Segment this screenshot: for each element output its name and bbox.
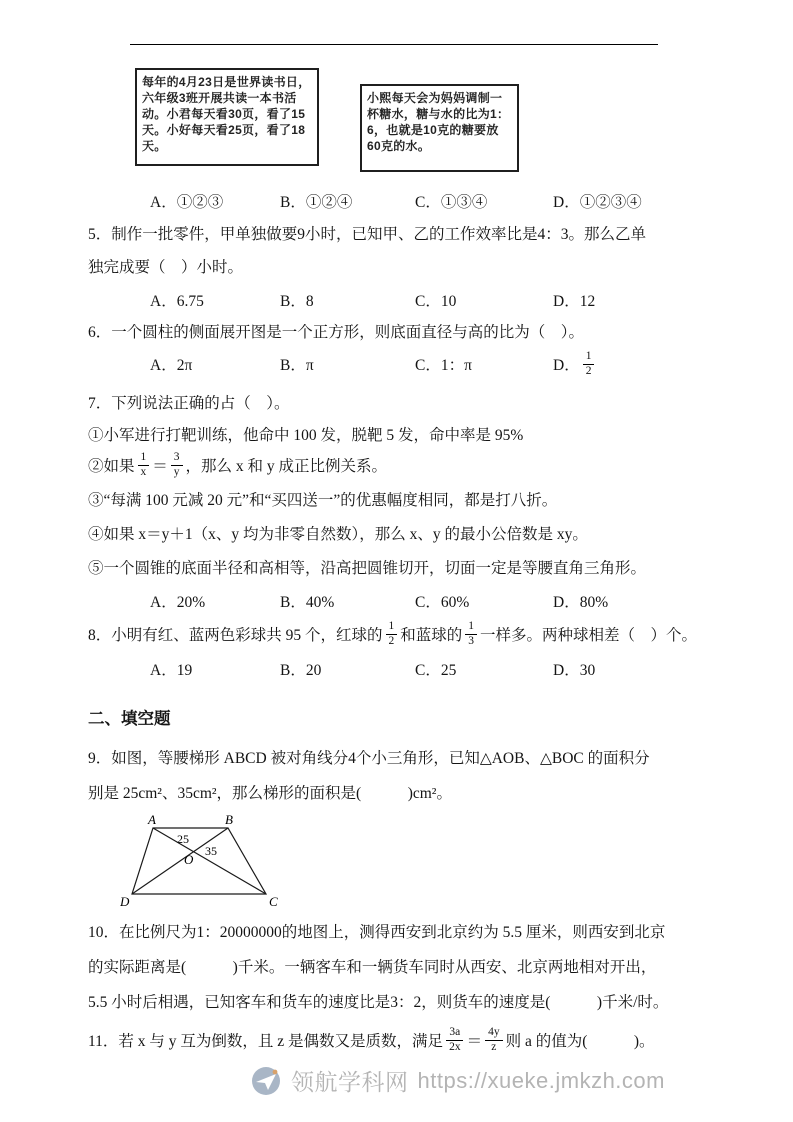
diagonal-ac: [153, 828, 266, 894]
q8-mid: 和蓝球的: [400, 627, 463, 645]
vertex-label-a: A: [148, 812, 156, 827]
fraction-denominator: x: [140, 465, 147, 478]
watermark-url: https://xueke.jmkzh.com: [417, 1067, 665, 1093]
q8-option-a: A．19: [150, 662, 193, 679]
q8-option-c: C．25: [415, 662, 457, 679]
vertex-label-c: C: [269, 894, 278, 909]
q6-option-d-prefix: D．: [553, 357, 580, 375]
note-box-reading: [135, 68, 319, 166]
q7-item-2-fraction-2: [171, 451, 183, 480]
question-9-line2: 别是 25cm²、35cm²，那么梯形的面积是( )cm²。: [88, 785, 452, 802]
question-9-line1: 9．如图，等腰梯形 ABCD 被对角线分4个小三角形，已知△AOB、△BOC 的面积分: [88, 750, 650, 767]
q7-item-2-pre: ②如果: [88, 458, 135, 476]
note-box-sugar-text: 小熙每天会为妈妈调制一杯糖水，糖与水的比为1：6，也就是10克的糖要放60克的水。: [367, 91, 510, 153]
q8-post: 一样多。两种球相差（ ）个。: [480, 627, 698, 645]
q5-option-c: C．10: [415, 293, 457, 310]
q5-option-a: A．6.75: [150, 293, 204, 310]
area-label-25: 25: [177, 832, 189, 846]
q7-option-a: A．20%: [150, 594, 206, 611]
vertex-label-b: B: [225, 812, 233, 827]
q11-equals: ＝: [466, 1033, 483, 1051]
question-10-line1: 10．在比例尺为1：20000000的地图上，测得西安到北京约为 5.5 厘米，则西安到北京: [88, 924, 666, 941]
q11-post: 则 a 的值为( )。: [505, 1033, 655, 1051]
q7-item-5: ⑤一个圆锥的底面半径和高相等，沿高把圆锥切开，切面一定是等腰直角三角形。: [88, 560, 647, 577]
q7-item-4: ④如果 x＝y＋1（x、y 均为非零自然数），那么 x、y 的最小公倍数是 xy。: [88, 526, 588, 543]
q7-item-2-fraction-1: [138, 451, 150, 480]
fraction-denominator: 3: [468, 634, 475, 647]
q8-option-d: D．30: [553, 662, 596, 679]
question-6-options: [150, 350, 710, 379]
q8-option-b: B．20: [280, 662, 322, 679]
fraction-denominator: 2x: [449, 1040, 461, 1053]
question-4-options: [150, 190, 710, 212]
q6-option-d: [553, 350, 710, 379]
q4-option-b: B．①②④: [280, 194, 353, 211]
fraction-denominator: 2: [585, 364, 592, 377]
watermark-logo-icon: [250, 1065, 282, 1097]
question-7-stem: 7．下列说法正确的占（ ）。: [88, 395, 290, 412]
q8-pre: 8．小明有红、蓝两色彩球共 95 个，红球的: [88, 627, 383, 645]
top-divider: [130, 44, 658, 45]
q11-fraction-1: [446, 1026, 464, 1055]
fraction-denominator: y: [173, 465, 180, 478]
q6-option-b: B．π: [280, 357, 314, 375]
q5-option-b: B．8: [280, 293, 314, 310]
q7-item-2-equals: ＝: [152, 458, 168, 476]
vertex-label-d: D: [120, 894, 130, 909]
q7-item-2: [88, 451, 387, 480]
fraction-numerator: 1: [583, 350, 595, 365]
fraction-numerator: 4y: [485, 1026, 503, 1041]
q7-item-1: ①小军进行打靶训练，他命中 100 发，脱靶 5 发，命中率是 95%: [88, 427, 524, 444]
fraction-denominator: z: [491, 1040, 497, 1053]
q7-option-c: C．60%: [415, 594, 470, 611]
fraction-numerator: 3a: [446, 1026, 463, 1041]
question-5-options: [150, 289, 710, 311]
trapezoid-diagram: [120, 812, 280, 910]
q7-option-b: B．40%: [280, 594, 335, 611]
q4-option-d: D．①②③④: [553, 194, 642, 211]
section-2-title: 二、填空题: [88, 709, 171, 728]
note-box-sugar: [360, 84, 519, 172]
question-10-line2: 的实际距离是( )千米。一辆客车和一辆货车同时从西安、北京两地相对开出，: [88, 959, 657, 976]
question-8-stem: [88, 620, 697, 649]
question-10-line3: 5.5 小时后相遇，已知客车和货车的速度比是3：2，则货车的速度是( )千米/时。: [88, 994, 669, 1011]
area-label-35: 35: [205, 844, 217, 858]
question-5-line1: 5．制作一批零件，甲单独做要9小时，已知甲、乙的工作效率比是4：3。那么乙单: [88, 226, 647, 243]
q8-fraction-2: [465, 620, 477, 649]
question-11-stem: [88, 1026, 655, 1055]
q7-item-3: ③“每满 100 元减 20 元”和“买四送一”的优惠幅度相同，都是打八折。: [88, 492, 558, 509]
q7-option-d: D．80%: [553, 594, 609, 611]
q6-option-a: A．2π: [150, 357, 193, 375]
note-box-reading-text: 每年的4月23日是世界读书日，六年级3班开展共读一本书活动。小君每天看30页，看了15天。小好每天看25页，看了18天。: [142, 75, 311, 153]
fraction-numerator: 1: [465, 620, 477, 635]
question-8-options: [150, 658, 710, 680]
q8-fraction-1: [386, 620, 398, 649]
q7-item-2-post: ，那么 x 和 y 成正比例关系。: [185, 458, 388, 476]
fraction-denominator: 2: [388, 634, 395, 647]
question-5-line2: 独完成要（ ）小时。: [88, 259, 244, 276]
q4-option-c: C．①③④: [415, 194, 488, 211]
fraction-numerator: 1: [138, 451, 150, 466]
point-label-o: O: [184, 852, 194, 867]
watermark-site-name: 领航学科网: [291, 1069, 409, 1095]
watermark: [250, 1064, 665, 1097]
q11-pre: 11．若 x 与 y 互为倒数，且 z 是偶数又是质数，满足: [88, 1033, 444, 1051]
q11-fraction-2: [485, 1026, 503, 1055]
q6-option-d-fraction: [583, 350, 595, 379]
fraction-numerator: 1: [386, 620, 398, 635]
q6-option-c: C．1：π: [415, 357, 472, 375]
question-6-stem: 6．一个圆柱的侧面展开图是一个正方形，则底面直径与高的比为（ ）。: [88, 324, 585, 341]
fraction-numerator: 3: [171, 451, 183, 466]
question-7-options: [150, 590, 710, 612]
q4-option-a: A．①②③: [150, 194, 224, 211]
q5-option-d: D．12: [553, 293, 596, 310]
trapezoid-outline: [132, 828, 266, 894]
